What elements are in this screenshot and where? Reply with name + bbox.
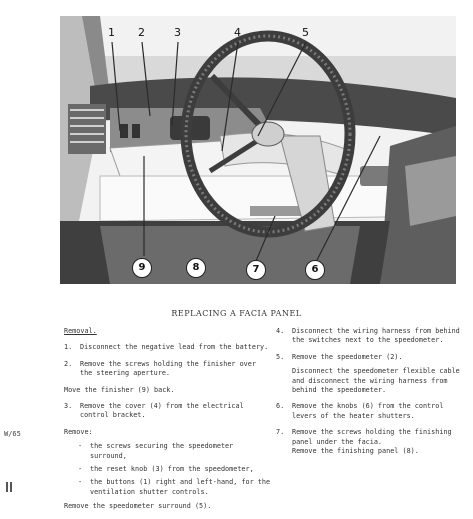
step-number: 2. [64,359,73,368]
step-text: Remove the screws holding the finishing panel under the facia. [292,428,452,446]
list-item [78,442,272,461]
step-number: 5. [276,352,285,361]
page-title: REPLACING A FACIA PANEL [171,309,302,318]
step-text: Remove the speedometer (2). [292,352,403,361]
list-item-text: the reset knob (3) from the speedometer, [90,465,254,474]
bullet-dash: - [78,478,83,487]
callout-1: 1 [108,26,115,39]
remove-label: Remove: [64,427,93,436]
list-item-text: the screws securing the speedometer surround, [90,442,234,460]
scan-mark [10,482,12,492]
callout-4: 4 [234,26,241,39]
scan-mark [6,482,8,492]
removal-heading: Removal. [64,327,97,335]
step-7 [276,428,461,456]
step-number: 1. [64,343,73,352]
step-text: Remove the screws holding the finisher over the steering aperture. [80,359,256,378]
bullet-dash: - [78,442,83,451]
move-finisher-text: Move the finisher (9) back. [64,385,175,394]
bullet-dash: - [78,465,83,474]
list-item-text: the buttons (1) right and left-hand, for the ventilation shutter controls. [90,478,271,496]
step-subtext: Remove the finishing panel (8). [292,447,419,456]
step-text: Disconnect the wiring harness from behind the switches next to the speedometer. [292,327,460,345]
step-6 [276,402,461,421]
callout-2: 2 [138,26,145,39]
step-text: Remove the knobs (6) from the control levers of the heater shutters. [292,402,444,420]
step-number: 7. [276,428,285,437]
left-column [64,327,272,519]
callout-3: 3 [174,26,181,39]
step-text: Disconnect the negative lead from the battery. [80,343,269,352]
callout-6: 6 [305,260,325,280]
remove-surround-text: Remove the speedometer surround (5). [64,502,212,511]
step-2 [64,360,272,379]
callout-7: 7 [246,260,266,280]
callout-9: 9 [132,258,152,278]
dashboard-photo [60,16,456,284]
step-5 [276,353,461,396]
step-4 [276,327,461,346]
step-number: 6. [276,402,285,411]
step-3 [64,402,272,421]
list-item [78,478,272,497]
step-1 [64,343,272,352]
list-item [78,465,272,474]
step-number: 4. [276,327,285,335]
step-text: Remove the cover (4) from the electrical control bracket. [80,402,244,420]
dashboard-illustration [60,16,456,284]
right-column [276,327,461,463]
callout-5: 5 [302,26,309,39]
step-number: 3. [64,402,73,411]
margin-code: W/65 [4,430,21,438]
callout-8: 8 [186,258,206,278]
step-subtext: Disconnect the speedometer flexible cable and disconnect the wiring harness from behind the speedometer. [292,367,460,395]
